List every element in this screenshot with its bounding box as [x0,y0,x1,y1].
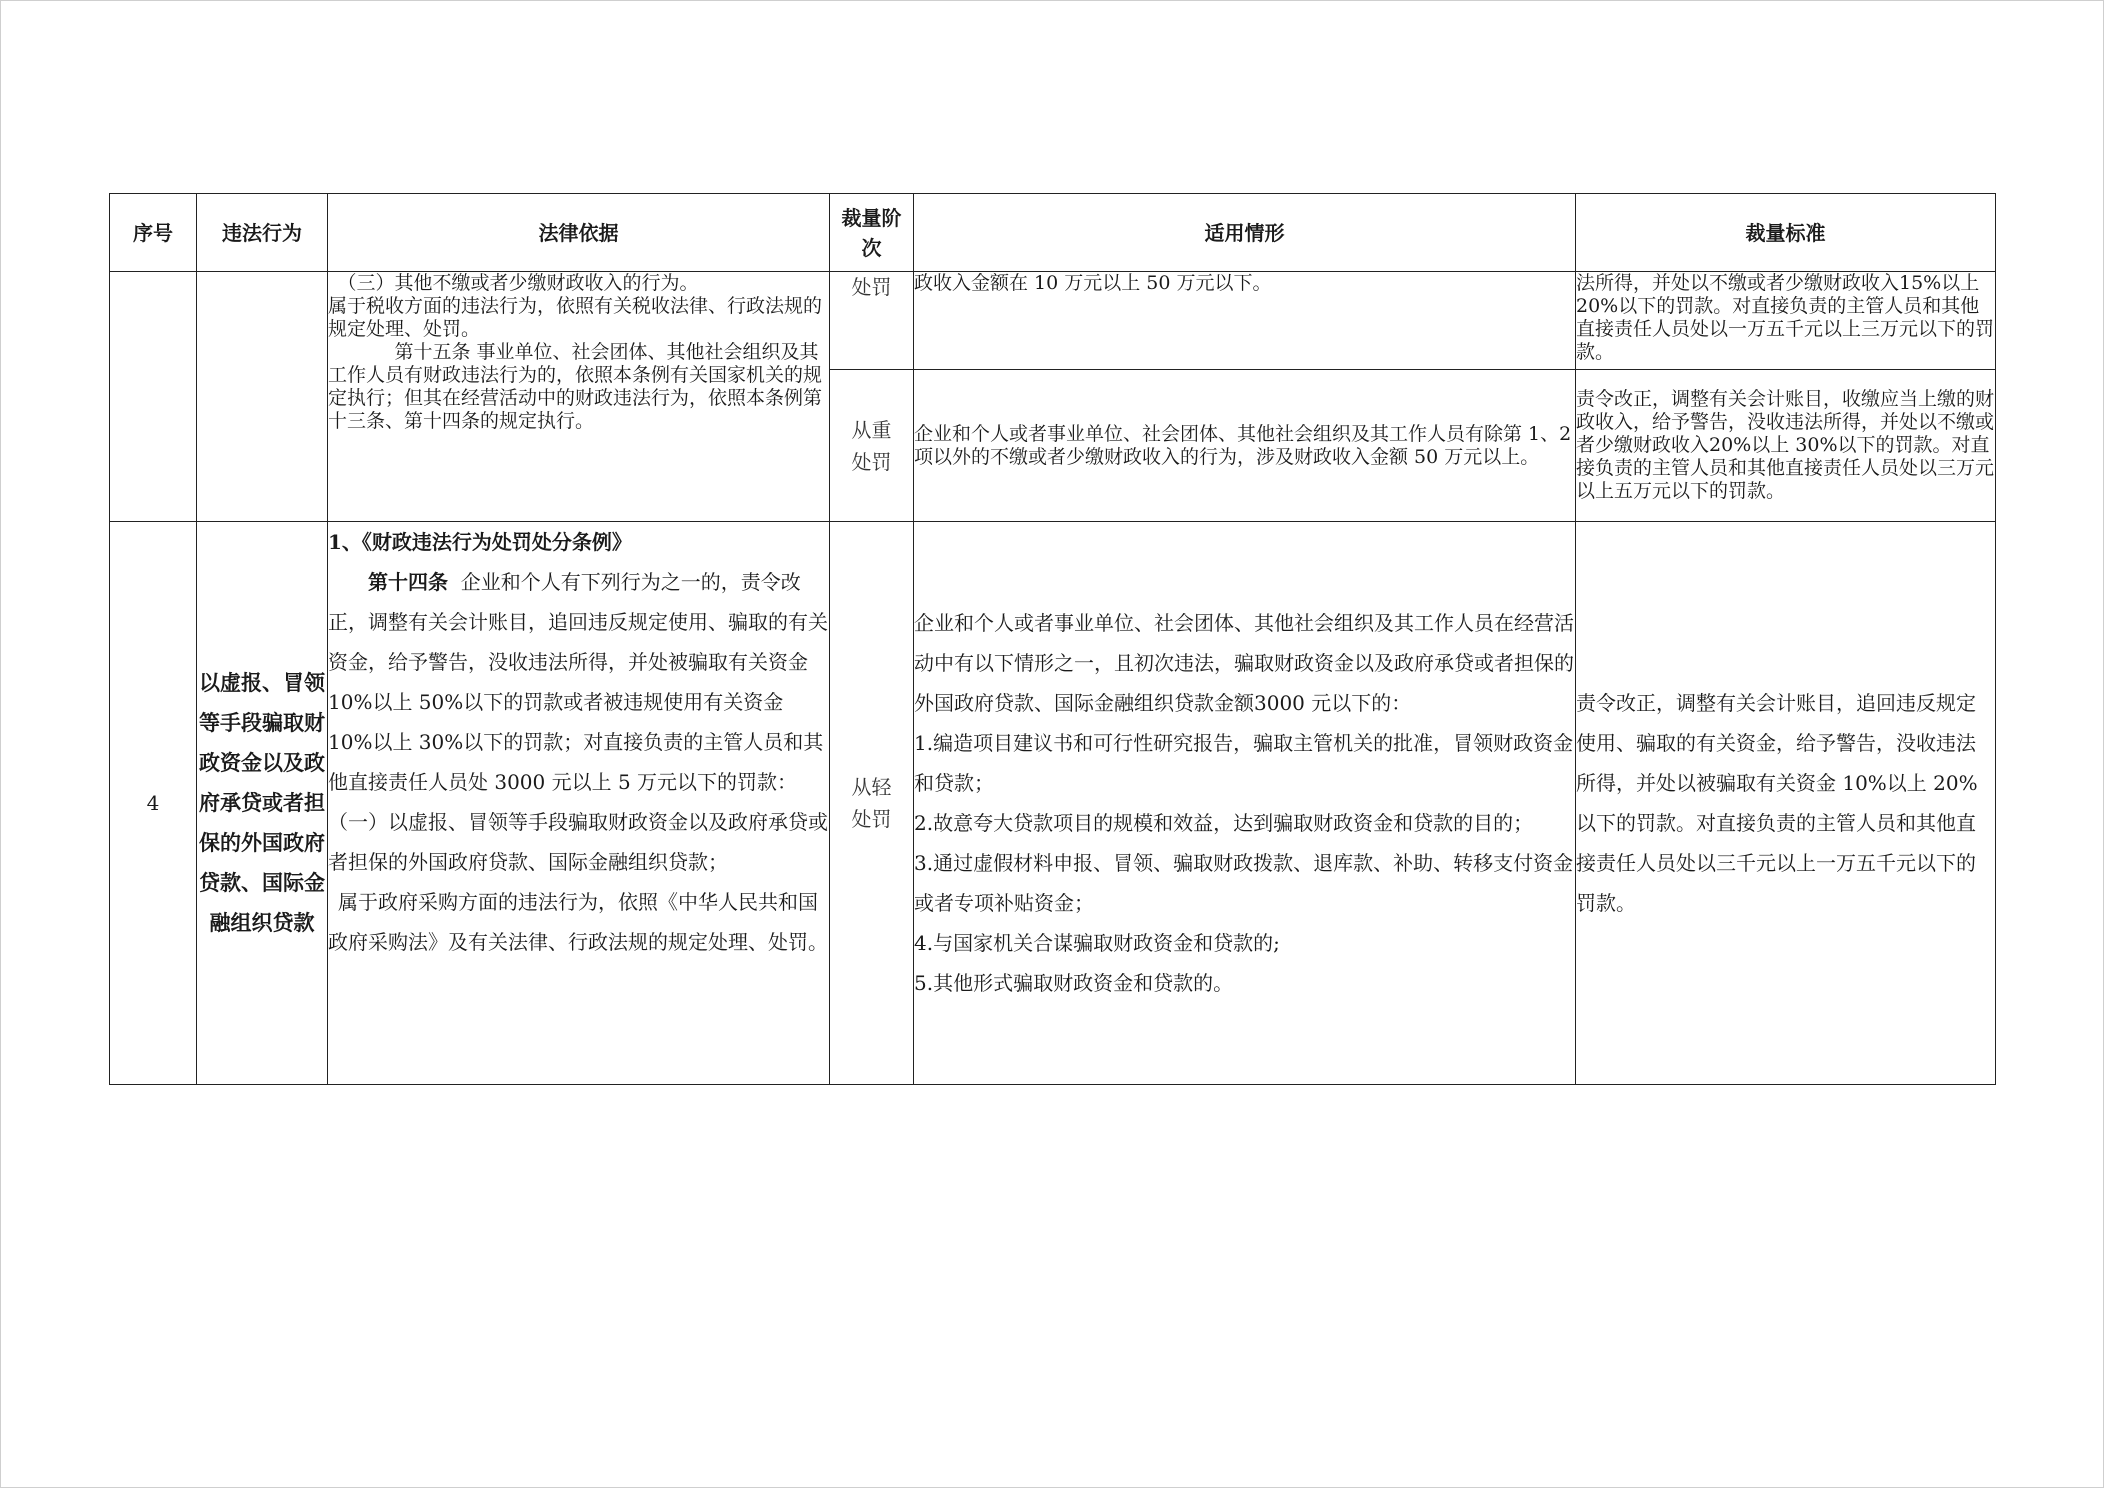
law-body: 企业和个人有下列行为之一的，责令改正，调整有关会计账目，追回违反规定使用、骗取的有关资金，给予警告，没收违法所得，并处被骗取有关资金 10%以上 50%以下的罚款或者被违规使用有关资金 10%以上 30%以下的罚款；对直接负责的主管人员和其他直接责任人员处 3000 元以上 5 万元以下的罚款： [328,570,828,794]
law-cell [328,272,830,522]
tier-label-line2: 处罚 [851,807,892,831]
tier-cell [830,272,914,370]
tier-label-line1: 从重 [851,417,892,442]
tier-label-line2: 处罚 [851,449,892,474]
tier-cell [830,370,914,522]
header-row [110,194,1996,272]
seq-cell-empty [110,272,197,522]
header-seq: 序号 [110,194,197,272]
situation-cell [914,522,1576,1085]
seq-cell: 4 [110,522,197,1085]
header-law: 法律依据 [328,194,830,272]
table-row [110,272,1996,370]
header-standard: 裁量标准 [1576,194,1996,272]
situation-cell: 政收入金额在 10 万元以上 50 万元以下。 [914,272,1576,370]
header-tier: 裁量阶次 [830,194,914,272]
law-article: 第十四条 [368,570,448,594]
law-cell [328,522,830,1085]
behavior-cell: 以虚报、冒领等手段骗取财政资金以及政府承贷或者担保的外国政府贷款、国际金融组织贷款 [197,522,328,1085]
situation-item: 5.其他形式骗取财政资金和贷款的。 [914,971,1234,995]
header-behavior: 违法行为 [197,194,328,272]
law-line: 第十五条 事业单位、社会团体、其他社会组织及其工作人员有财政违法行为的，依照本条例有关国家机关的规定执行；但其在经营活动中的财政违法行为，依照本条例第十三条、第十四条的规定执行。 [328,341,823,432]
standard-cell: 法所得，并处以不缴或者少缴财政收入15%以上 20%以下的罚款。对直接负责的主管人员和其他直接责任人员处以一万五千元以上三万元以下的罚款。 [1576,272,1996,370]
situation-item: 2.故意夸大贷款项目的规模和效益，达到骗取财政资金和贷款的目的； [914,811,1534,835]
table-row [110,522,1996,1085]
law-line: （三）其他不缴或者少缴财政收入的行为。 [337,272,699,294]
law-title: 1、《财政违法行为处罚处分条例》 [328,530,632,554]
situation-item: 3.通过虚假材料申报、冒领、骗取财政拨款、退库款、补助、转移支付资金或者专项补贴资金； [914,851,1574,915]
standard-cell: 责令改正，调整有关会计账目，追回违反规定使用、骗取的有关资金，给予警告，没收违法所得，并处以被骗取有关资金 10%以上 20%以下的罚款。对直接负责的主管人员和其他直接责任人员处以三千元以上一万五千元以下的罚款。 [1576,522,1996,1085]
situation-item: 1.编造项目建议书和可行性研究报告，骗取主管机关的批准，冒领财政资金和贷款； [914,731,1574,795]
situation-intro: 企业和个人或者事业单位、社会团体、其他社会组织及其工作人员在经营活动中有以下情形之一，且初次违法，骗取财政资金以及政府承贷或者担保的外国政府贷款、国际金融组织贷款金额3000 元以下的： [914,611,1574,715]
situation-item: 4.与国家机关合谋骗取财政资金和贷款的; [914,931,1280,955]
header-situation: 适用情形 [914,194,1576,272]
situation-cell: 企业和个人或者事业单位、社会团体、其他社会组织及其工作人员有除第 1、2 项以外的不缴或者少缴财政收入的行为，涉及财政收入金额 50 万元以上。 [914,370,1576,522]
law-item: （一）以虚报、冒领等手段骗取财政资金以及政府承贷或者担保的外国政府贷款、国际金融组织贷款； [328,810,828,874]
standard-cell: 责令改正，调整有关会计账目，收缴应当上缴的财政收入，给予警告，没收违法所得，并处以不缴或者少缴财政收入20%以上 30%以下的罚款。对直接负责的主管人员和其他直接责任人员处以三万元以上五万元以下的罚款。 [1576,370,1996,522]
law-tail: 属于政府采购方面的违法行为，依照《中华人民共和国政府采购法》及有关法律、行政法规的规定处理、处罚。 [328,890,828,954]
penalty-discretion-table [109,193,1996,1085]
tier-cell [830,522,914,1085]
behavior-cell-empty [197,272,328,522]
tier-label: 处罚 [851,275,892,299]
tier-label-line1: 从轻 [851,775,892,799]
law-line: 属于税收方面的违法行为，依照有关税收法律、行政法规的规定处理、处罚。 [328,295,823,340]
